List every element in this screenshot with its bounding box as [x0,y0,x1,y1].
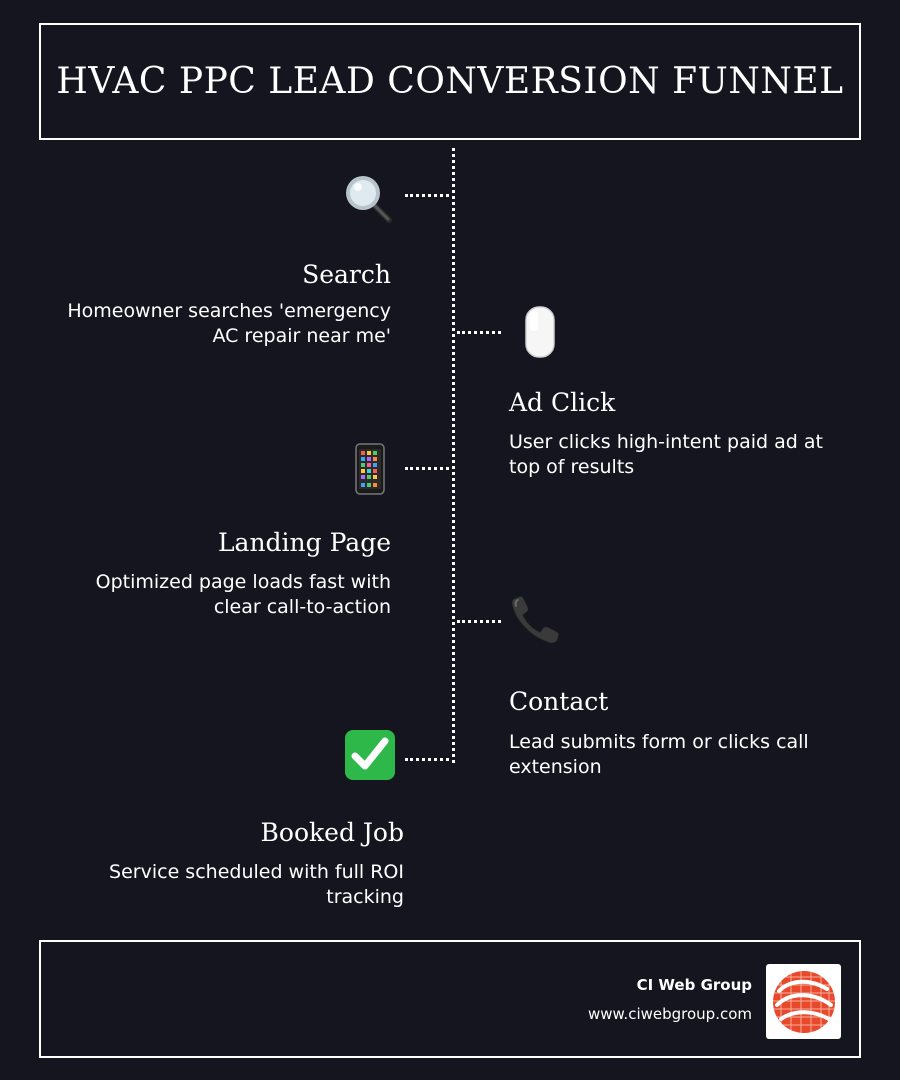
check-mark-icon [344,729,396,781]
connector-search [405,194,449,197]
connector-booked-job [405,758,449,761]
mouse-icon [514,306,566,358]
step-desc-contact: Lead submits form or clicks call extension [509,731,809,778]
company-url[interactable]: www.ciwebgroup.com [588,1005,752,1023]
logo-globe-icon [771,969,837,1035]
connector-contact [457,620,501,623]
step-desc-landing-page: Optimized page loads fast with clear call-to-action [95,571,391,618]
step-desc-search: Homeowner searches 'emergency AC repair near me' [67,300,391,347]
step-title-search: Search [302,260,391,289]
step-title-booked-job: Booked Job [260,818,404,847]
step-desc-ad-click: User clicks high-intent paid ad at top of results [509,431,823,478]
connector-landing-page [405,467,449,470]
company-logo [766,964,841,1039]
step-title-contact: Contact [509,687,609,716]
page-title: HVAC PPC LEAD CONVERSION FUNNEL [56,61,844,102]
footer-box [39,940,861,1058]
title-box [39,23,861,140]
telephone-receiver-icon [510,594,562,646]
timeline-line [452,148,455,763]
step-title-ad-click: Ad Click [509,388,616,417]
magnifying-glass-icon [342,172,394,224]
step-title-landing-page: Landing Page [217,528,391,557]
mobile-phone-icon [344,443,396,495]
step-desc-booked-job: Service scheduled with full ROI tracking [109,861,404,908]
company-name: CI Web Group [636,976,752,994]
connector-ad-click [457,331,501,334]
